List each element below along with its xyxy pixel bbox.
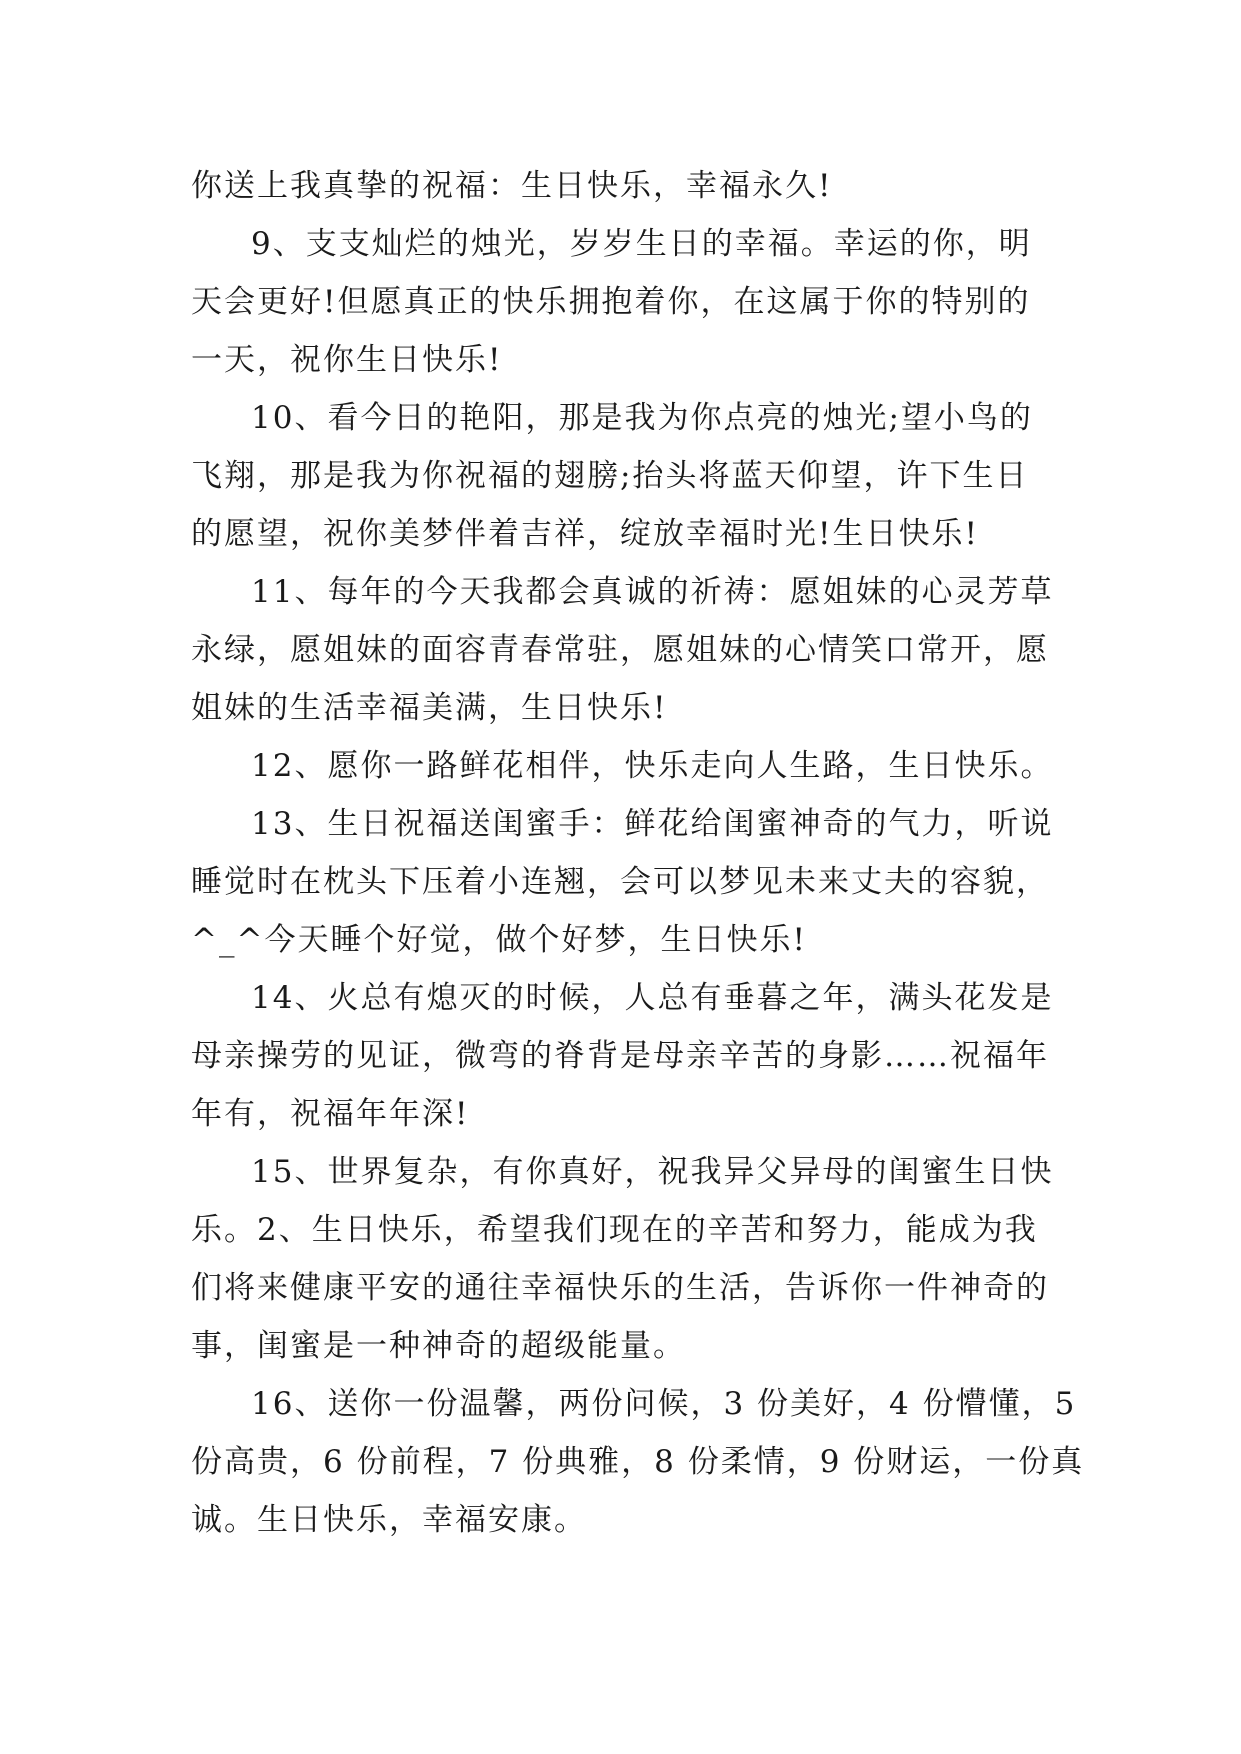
text-line: 母亲操劳的见证，微弯的脊背是母亲辛苦的身影……祝福年 bbox=[191, 1038, 1049, 1074]
text-line: ^_^今天睡个好觉，做个好梦，生日快乐! bbox=[191, 922, 807, 958]
text-line: 乐。2、生日快乐，希望我们现在的辛苦和努力，能成为我 bbox=[191, 1212, 1038, 1248]
text-line: 一天，祝你生日快乐! bbox=[191, 342, 503, 378]
paragraph-first-line: 14、火总有熄灭的时候，人总有垂暮之年，满头花发是 bbox=[251, 980, 1054, 1016]
text-line: 飞翔，那是我为你祝福的翅膀;抬头将蓝天仰望，许下生日 bbox=[191, 458, 1029, 494]
text-line: 份高贵，6 份前程，7 份典雅，8 份柔情，9 份财运，一份真 bbox=[191, 1444, 1085, 1480]
paragraph-first-line: 10、看今日的艳阳，那是我为你点亮的烛光;望小鸟的 bbox=[251, 400, 1033, 436]
body-text bbox=[191, 157, 1085, 1549]
text-line: 你送上我真挚的祝福：生日快乐，幸福永久! bbox=[191, 168, 833, 204]
text-line: 事，闺蜜是一种神奇的超级能量。 bbox=[191, 1328, 686, 1364]
paragraph-first-line: 15、世界复杂，有你真好，祝我异父异母的闺蜜生日快 bbox=[251, 1154, 1054, 1190]
text-line: 诚。生日快乐，幸福安康。 bbox=[191, 1502, 587, 1538]
paragraph-first-line: 9、支支灿烂的烛光，岁岁生日的幸福。幸运的你，明 bbox=[251, 226, 1032, 262]
paragraph-first-line: 13、生日祝福送闺蜜手：鲜花给闺蜜神奇的气力，听说 bbox=[251, 806, 1054, 842]
text-line: 睡觉时在枕头下压着小连翘，会可以梦见未来丈夫的容貌， bbox=[191, 864, 1049, 900]
text-line: 年有，祝福年年深! bbox=[191, 1096, 470, 1132]
paragraph-first-line: 16、送你一份温馨，两份问候，3 份美好，4 份懵懂，5 bbox=[251, 1386, 1077, 1422]
text-line: 们将来健康平安的通往幸福快乐的生活，告诉你一件神奇的 bbox=[191, 1270, 1049, 1306]
text-line: 永绿，愿姐妹的面容青春常驻，愿姐妹的心情笑口常开，愿 bbox=[191, 632, 1049, 668]
text-line: 的愿望，祝你美梦伴着吉祥，绽放幸福时光!生日快乐! bbox=[191, 516, 979, 552]
text-line: 姐妹的生活幸福美满，生日快乐! bbox=[191, 690, 668, 726]
text-line: 天会更好!但愿真正的快乐拥抱着你，在这属于你的特别的 bbox=[191, 284, 1031, 320]
paragraph-first-line: 11、每年的今天我都会真诚的祈祷：愿姐妹的心灵芳草 bbox=[251, 574, 1054, 610]
paragraph-first-line: 12、愿你一路鲜花相伴，快乐走向人生路，生日快乐。 bbox=[251, 748, 1054, 784]
